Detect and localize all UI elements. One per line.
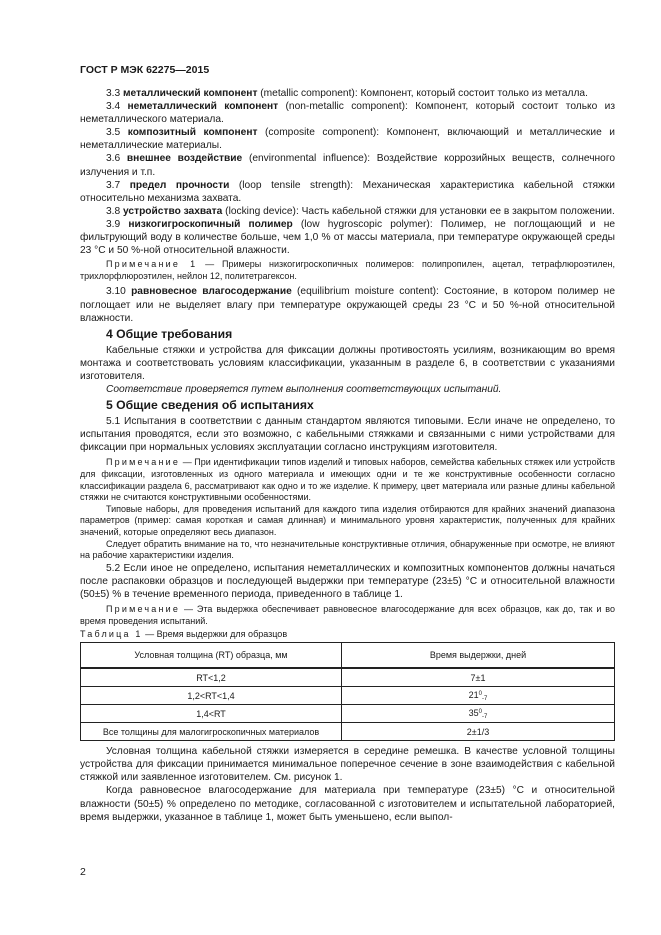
thickness-cell: Все толщины для малогигроскопичных материалов [81,723,342,741]
tolerance-lower: -7 [482,713,488,720]
page-number: 2 [80,866,86,878]
table-header-thickness: Условная толщина (RT) образца, мм [81,643,342,669]
definition-3-6 [80,152,615,178]
clause-5-1: 5.1 Испытания в соответствии с данным стандартом являются типовыми. Если иначе не определено, то испытания проводятся, если это возможно, с кабельными стяжками и связанными с ними устройствами для фиксации при нормальных условиях эксплуатации согласно инструкциям изготовителя. [80,416,615,454]
definition-3-10 [80,285,615,324]
note-text: — Эта выдержка обеспечивает равновесное влагосодержание для всех образцов, как до, так и во время проведения испытаний. [80,603,615,626]
definition-number: 3.7 [106,179,121,191]
time-cell [342,705,615,723]
definition-term: неметаллический компонент [127,101,279,113]
note-label: Примечание [106,457,181,468]
time-value: 7±1 [470,672,486,683]
table-row [81,668,615,687]
definition-text: (non-metallic component): Компонент, который состоит только из неметаллического материала. [80,101,615,126]
definition-term: композитный компонент [127,127,258,139]
section-4-title: 4 Общие требования [106,326,233,341]
after-table-paragraph-1: Условная толщина кабельной стяжки измеряется в середине ремешка. В качестве условной толщины устройства для фиксации принимается минимальное поперечное сечение в зоне взаимодействия с кабельной стяжкой или заявленное изготовителем. См. рисунок 1. [80,746,615,784]
definition-3-4 [80,100,615,126]
definition-number: 3.4 [106,101,121,113]
tolerance-lower: -7 [482,695,488,702]
time-value: 2±1/3 [466,726,490,737]
definition-text: (loop tensile strength): Механическая характеристика кабельной стяжки относительно механизма захвата. [80,179,615,204]
table-row [81,723,615,741]
tolerance-upper: 0 [478,690,482,697]
note-5-1-p3: Следует обратить внимание на то, что незначительные конструктивные отличия, обнаруженные при осмотре, не влияют на рабочие характеристики изделия. [80,538,615,561]
note-text: — При идентификации типов изделий и типовых наборов, семейства кабельных стяжек или устройств для фиксации, изготовленных из одного материала и имеющих одни и те же конструктивные особенности согласно классификации раздела 6, рассматривают как одно и то же изделие. К примеру, цвет материала или разные длины кабельной стяжки не считаются конструктивными особенностями. [80,457,615,503]
definition-text: (low hygroscopic polymer): Полимер, не поглощающий и не фильтрующий воду в количестве больше, чем 1,0 % от массы материала, при температуре окружающей среды 23 °С и 50 %-ной относительной влажности. [80,218,616,257]
definition-3-7 [80,179,615,205]
section-4-compliance: Соответствие проверяется путем выполнения соответствующих испытаний. [106,383,502,395]
definition-number: 3.6 [106,153,121,165]
definition-term: металлический компонент [123,88,258,99]
conditioning-table [80,642,615,741]
after-table-paragraph-2: Когда равновесное влагосодержание для материала при температуре (23±5) °С и относительной влажности (50±5) % определено по методике, согласованной с изготовителем и испытательной лабораторией, время выдержки, указанное в таблице 1, может быть уменьшено, если выпол- [80,785,615,823]
table-header-time: Время выдержки, дней [342,643,615,669]
definition-3-5 [80,126,615,152]
note-1-label: Примечание 1 [106,259,198,270]
definition-number: 3.10 [106,286,126,298]
thickness-cell: RT<1,2 [81,668,342,687]
thickness-cell: 1,4<RT [81,705,342,723]
time-value: 35 [468,707,479,718]
tolerance-upper: 0 [478,708,482,715]
time-value: 21 [468,689,479,700]
note-5-2 [80,604,615,627]
note-5-1 [80,457,615,503]
table-row [81,705,615,723]
definition-term: внешнее воздействие [126,153,243,165]
definition-text: (composite component): Компонент, включающий и металлические и неметаллические материалы. [80,127,615,152]
document-body [80,87,615,824]
definition-number: 3.8 [106,205,121,217]
section-5-title: 5 Общие сведения об испытаниях [106,398,314,413]
definition-term: низкогигроскопичный полимер [128,218,293,230]
table-caption [80,628,615,640]
definition-text: (metallic component): Компонент, который состоит только из металла. [257,88,588,99]
definition-text: (environmental influence): Воздействие коррозийных веществ, солнечного излучения и т.п. [80,153,615,178]
section-4-paragraph: Кабельные стяжки и устройства для фиксации должны противостоять усилиям, возникающим во время монтажа и соответствовать условиям классификации, указанным в разделе 6, в соответствии с указаниями изготовителя. [80,344,615,382]
definitions-list [80,87,615,257]
time-cell [342,723,615,741]
table-header-row [81,643,615,669]
table-row [81,687,615,705]
definition-3-9 [80,218,615,257]
note-1 [80,259,615,282]
definition-text: (equilibrium moisture content): Состояние, в котором полимер не поглощает или не выделяет влагу при температуре окружающей среды 23 °С и 50 %-ной относительной влажности. [80,286,615,324]
note-5-1-p2: Типовые наборы, для проведения испытаний для каждого типа изделия отбираются для крайних значений диапазона параметров (пример: самая короткая и самая длинная) и минимального уровня характеристик, полученных для крайних значений, которые определяют весь диапазон. [80,503,615,537]
definition-number: 3.5 [106,127,121,139]
definition-3-8 [80,205,615,218]
table-caption-text: — Время выдержки для образцов [142,629,288,640]
thickness-cell: 1,2<RT<1,4 [81,687,342,705]
definition-number: 3.9 [106,218,121,230]
note-1-text: — Примеры низкогигроскопичных полимеров: полипропилен, ацетал, тетрафлюроэтилен, трихлорфлюроэтилен, нейлон 12, политетрагексон. [80,259,615,281]
note-label: Примечание [106,603,181,614]
header-title: ГОСТ Р МЭК 62275—2015 [80,64,210,76]
time-cell [342,668,615,687]
definition-number: 3.3 [106,88,121,99]
time-cell [342,687,615,705]
definition-term: предел прочности [129,179,230,191]
table-caption-label: Таблица 1 [80,629,143,640]
definition-text: (locking device): Часть кабельной стяжки для установки ее в закрытом положении. [222,205,615,217]
definition-3-3 [80,87,615,100]
definition-term: устройство захвата [123,205,223,217]
clause-5-2: 5.2 Если иное не определено, испытания неметаллических и композитных компонентов должны начаться после распаковки образцов и последующей выдержки при температуре (23±5) °С и относительной влажности (50±5) % в течение временного периода, приведенного в таблице 1. [80,562,615,600]
definition-term: равновесное влагосодержание [131,286,292,298]
